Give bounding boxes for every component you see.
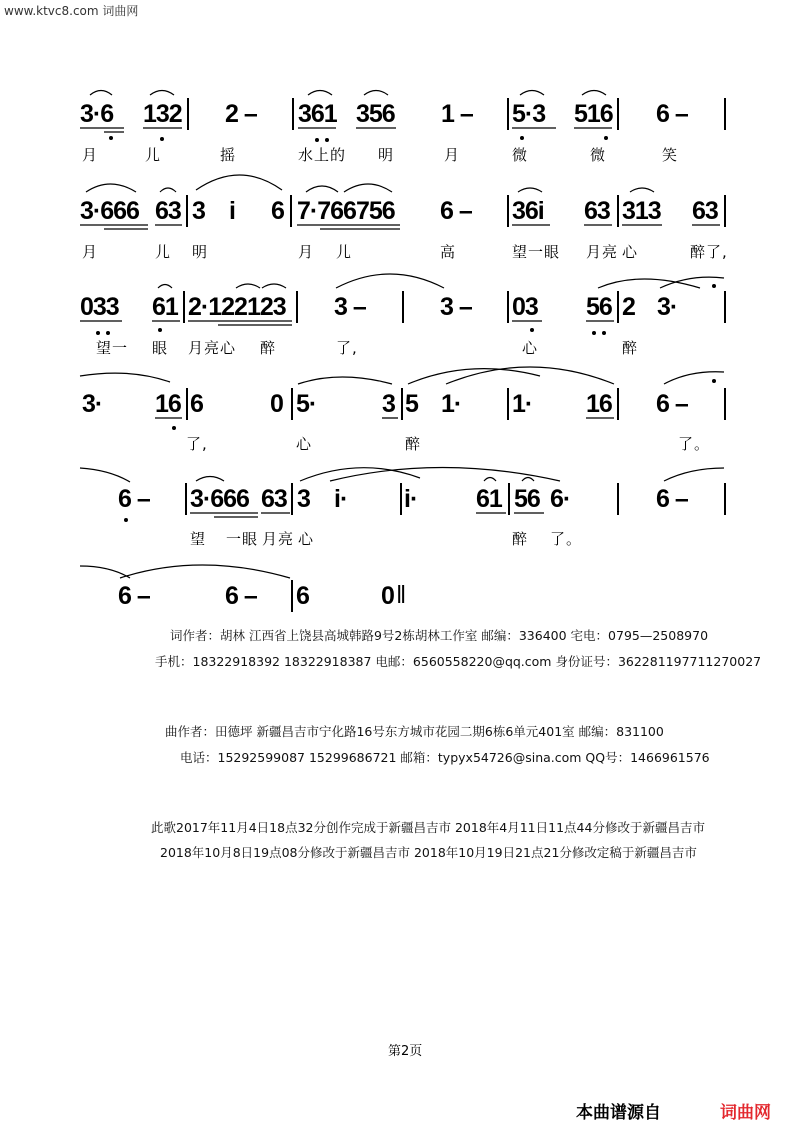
octave-dot xyxy=(160,137,164,141)
lyric: 月 xyxy=(82,146,99,164)
slur xyxy=(330,468,560,482)
slur xyxy=(664,468,724,481)
note-group: 6 – xyxy=(656,100,688,128)
lyric: 微 xyxy=(512,146,529,164)
slur xyxy=(336,274,444,288)
octave-dot xyxy=(325,138,329,142)
composer-contact: 电话：15292599087 15299686721 邮箱：typyx54726@sina.com QQ号：1466961576 xyxy=(180,750,710,765)
octave-dot xyxy=(158,328,162,332)
note-group: 3·6 xyxy=(80,100,114,128)
final-barline: ‖ xyxy=(396,581,404,609)
note-group: 3 xyxy=(382,390,395,418)
history-line: 2018年10月8日19点08分修改于新疆昌吉市 2018年10月19日21点21分修改定稿于新疆昌吉市 xyxy=(160,845,697,860)
lyric: 明 xyxy=(192,243,209,261)
lyric: 月亮心 xyxy=(188,339,237,357)
octave-dot xyxy=(712,379,716,383)
slur xyxy=(630,188,654,192)
octave-dot xyxy=(530,328,534,332)
lyric: 儿 xyxy=(336,243,353,261)
note-group: 3·666 xyxy=(80,197,139,225)
slur xyxy=(80,468,130,482)
note-group: 16 xyxy=(586,390,612,418)
lyric: 望一 xyxy=(96,339,129,357)
lyric: 心 xyxy=(296,435,313,453)
note-group: 6 – xyxy=(656,485,688,513)
note-group: 63 xyxy=(261,485,287,513)
note-group: 63 xyxy=(155,197,181,225)
lyric: 明 xyxy=(378,146,395,164)
slur xyxy=(196,175,282,190)
note-group: 3 xyxy=(297,485,310,513)
lyric: 月 xyxy=(444,146,461,164)
note-group: i· xyxy=(334,485,348,513)
note-group: 6 – xyxy=(225,582,257,610)
note-group: 3 – xyxy=(334,293,366,321)
note-group: 1· xyxy=(512,390,533,418)
lyric: 心 xyxy=(522,339,539,357)
note-group: i xyxy=(229,197,235,225)
lyric: 了, xyxy=(186,435,208,453)
note-group: 61 xyxy=(152,293,178,321)
history-line: 此歌2017年11月4日18点32分创作完成于新疆昌吉市 2018年4月11日11点44分修改于新疆昌吉市 xyxy=(151,820,705,835)
source-label: 本曲谱源自 xyxy=(576,1103,661,1123)
slur xyxy=(196,477,224,482)
lyric: 水上的 xyxy=(298,146,347,164)
octave-dot xyxy=(604,136,608,140)
note-group: 361 xyxy=(298,100,337,128)
lyric: 月 xyxy=(298,243,315,261)
slur xyxy=(150,91,174,96)
slur xyxy=(80,566,130,578)
lyric: 醉 xyxy=(512,530,529,548)
slur xyxy=(158,285,172,289)
slur xyxy=(80,373,170,382)
lyric: 醉了, xyxy=(690,243,728,261)
octave-dot xyxy=(712,284,716,288)
note-group: 6 – xyxy=(656,390,688,418)
lyric: 望 xyxy=(190,530,207,548)
note-group: 56 xyxy=(514,485,540,513)
slur xyxy=(120,565,290,578)
lyric: 月亮 xyxy=(262,530,295,548)
lyric: 微 xyxy=(590,146,607,164)
slur xyxy=(408,369,540,384)
note-group: 1 – xyxy=(441,100,473,128)
source-link[interactable]: 词曲网 xyxy=(720,1103,771,1123)
note-group: 6 xyxy=(296,582,309,610)
note-group: 6 – xyxy=(118,582,150,610)
note-group: 516 xyxy=(574,100,613,128)
note-group: 6· xyxy=(550,485,571,513)
lyric: 了, xyxy=(336,339,358,357)
note-group: 61 xyxy=(476,485,502,513)
note-group: 356 xyxy=(356,100,395,128)
octave-dot xyxy=(172,426,176,430)
lyric: 了。 xyxy=(678,435,711,453)
composer-info: 曲作者：田德坪 新疆昌吉市宁化路16号东方城市花园二期6栋6单元401室 邮编：831100 xyxy=(165,724,664,739)
lyric: 摇 xyxy=(220,146,237,164)
lyricist-info: 词作者：胡林 江西省上饶县高城韩路9号2栋胡林工作室 邮编：336400 宅电：0795—2508970 xyxy=(170,628,709,643)
note-group: 313 xyxy=(622,197,661,225)
slur xyxy=(484,478,496,482)
lyric: 月 xyxy=(82,243,99,261)
slur xyxy=(522,478,534,482)
lyric: 了。 xyxy=(550,530,583,548)
lyric: 月亮 xyxy=(586,243,619,261)
note-group: 6 – xyxy=(440,197,472,225)
slur xyxy=(364,91,388,96)
slur xyxy=(86,184,136,192)
slur xyxy=(582,91,606,96)
note-group: 5 xyxy=(405,390,418,418)
note-group: 16 xyxy=(155,390,181,418)
note-group: 1· xyxy=(441,390,462,418)
lyric: 一眼 xyxy=(226,530,259,548)
note-group: 7·766756 xyxy=(297,197,395,225)
slur xyxy=(160,188,176,192)
slur xyxy=(262,284,286,288)
note-group: 132 xyxy=(143,100,182,128)
octave-dot xyxy=(96,331,100,335)
octave-dot xyxy=(602,331,606,335)
note-group: 3 xyxy=(192,197,205,225)
lyric: 儿 xyxy=(155,243,172,261)
note-group: 03 xyxy=(512,293,538,321)
slur xyxy=(236,284,260,288)
lyric: 眼 xyxy=(152,339,169,357)
lyric: 望一眼 xyxy=(512,243,561,261)
lyricist-contact: 手机：18322918392 18322918387 电邮：6560558220@qq.com 身份证号：362281197711270027 xyxy=(155,654,762,669)
note-group: 5·3 xyxy=(512,100,546,128)
note-group: 033 xyxy=(80,293,119,321)
lyric: 高 xyxy=(440,243,457,261)
note-group: 36i xyxy=(512,197,544,225)
page-number: 第2页 xyxy=(388,1044,423,1059)
lyric: 心 xyxy=(298,530,315,548)
note-group: 0 xyxy=(270,390,283,418)
slur xyxy=(518,188,542,192)
note-group: 63 xyxy=(692,197,718,225)
octave-dot xyxy=(109,136,113,140)
note-group: 2 xyxy=(622,293,635,321)
note-group: 2 – xyxy=(225,100,257,128)
octave-dot xyxy=(315,138,319,142)
lyric: 醉 xyxy=(405,435,422,453)
note-group: 3 – xyxy=(440,293,472,321)
octave-dot xyxy=(592,331,596,335)
note-group: 3·666 xyxy=(190,485,249,513)
slur xyxy=(344,184,392,192)
slur xyxy=(598,279,700,288)
lyric: 儿 xyxy=(145,146,162,164)
note-group: 2·122123 xyxy=(188,293,286,321)
note-group: i· xyxy=(404,485,418,513)
lyric: 醉 xyxy=(260,339,277,357)
note-group: 0 xyxy=(381,582,394,610)
note-group: 5· xyxy=(296,390,317,418)
slur xyxy=(520,91,544,96)
note-group: 3· xyxy=(82,390,103,418)
note-group: 6 – xyxy=(118,485,150,513)
octave-dot xyxy=(106,331,110,335)
lyric: 醉 xyxy=(622,339,639,357)
note-group: 6 xyxy=(190,390,203,418)
note-group: 63 xyxy=(584,197,610,225)
lyric: 心 xyxy=(622,243,639,261)
slur xyxy=(90,91,112,96)
note-group: 6 xyxy=(271,197,284,225)
lyric: 笑 xyxy=(662,146,679,164)
site-header[interactable]: www.ktvc8.com 词曲网 xyxy=(4,4,139,18)
note-group: 56 xyxy=(586,293,612,321)
note-group: 3· xyxy=(657,293,678,321)
slur xyxy=(306,186,338,192)
slur xyxy=(308,91,332,96)
octave-dot xyxy=(124,518,128,522)
slur xyxy=(298,377,392,384)
octave-dot xyxy=(520,136,524,140)
